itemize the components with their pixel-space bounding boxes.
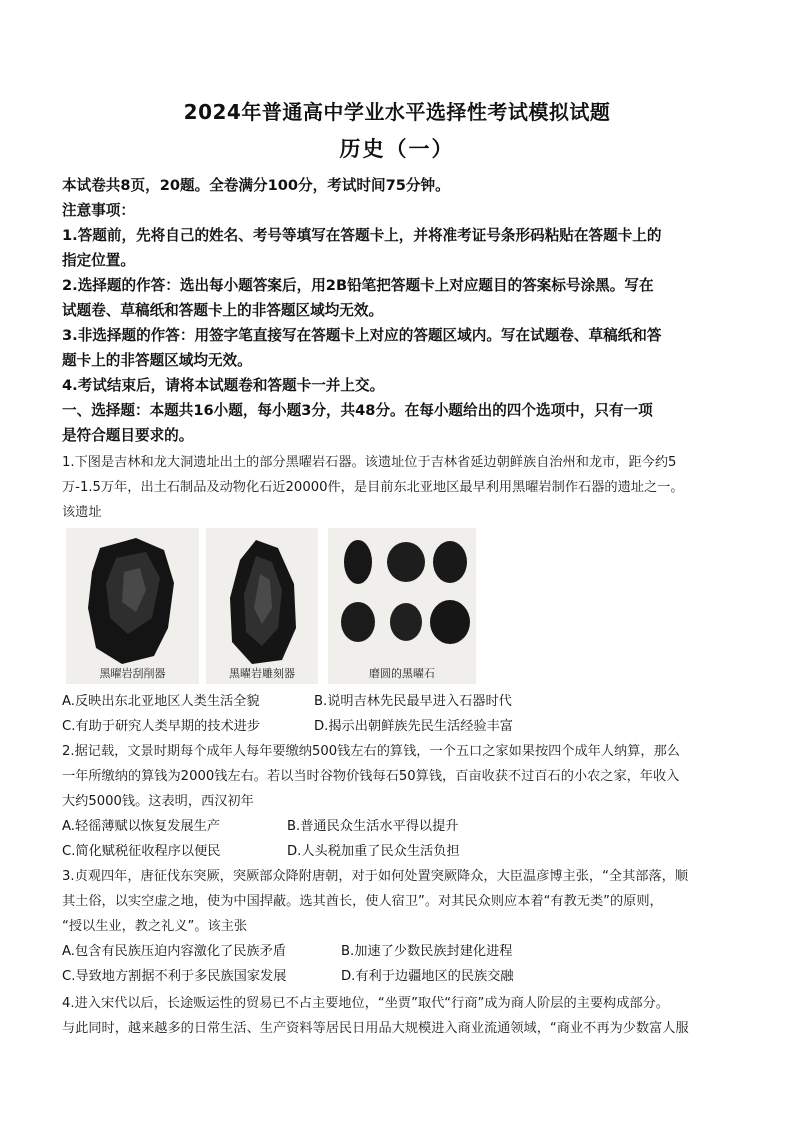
question-4-text: 与此同时，越来越多的日常生活、生产资料等居民日用品大规模进入商业流通领域，“商业不再为少数富人服 bbox=[62, 1021, 689, 1036]
notice-heading: 注意事项： bbox=[62, 202, 135, 219]
question-2-text: 大约5000钱。这表明，西汉初年 bbox=[62, 794, 254, 809]
rounded-obsidian-image bbox=[328, 528, 476, 684]
option-d[interactable]: D.有利于边疆地区的民族交融 bbox=[341, 969, 514, 984]
notice-line: 2.选择题的作答：选出每小题答案后，用2B铅笔把答题卡上对应题目的答案标号涂黑。写在 bbox=[62, 277, 654, 294]
obsidian-scraper-photo bbox=[66, 528, 199, 684]
obsidian-engraver-photo bbox=[206, 528, 318, 684]
option-d[interactable]: D.揭示出朝鲜族先民生活经验丰富 bbox=[314, 719, 513, 734]
option-a[interactable]: A.反映出东北亚地区人类生活全貌 bbox=[62, 694, 260, 709]
question-1-text: 万-1.5万年，出土石制品及动物化石近20000件，是目前东北亚地区最早利用黑曜岩制作石器的遗址之一。 bbox=[62, 480, 684, 495]
section-heading: 是符合题目要求的。 bbox=[62, 427, 194, 444]
question-3-text: 3.贞观四年，唐征伐东突厥，突厥部众降附唐朝，对于如何处置突厥降众，大臣温彦博主张，“全其部落，顺 bbox=[62, 869, 689, 884]
obsidian-engraver-image bbox=[206, 528, 318, 684]
option-b[interactable]: B.加速了少数民族封建化进程 bbox=[341, 944, 513, 959]
option-b[interactable]: B.说明吉林先民最早进入石器时代 bbox=[314, 694, 512, 709]
obsidian-scraper-image bbox=[66, 528, 199, 684]
option-b[interactable]: B.普通民众生活水平得以提升 bbox=[287, 819, 459, 834]
question-2-text: 2.据记载，文景时期每个成年人每年要缴纳500钱左右的算钱，一个五口之家如果按四个成年人纳算，那么 bbox=[62, 744, 680, 759]
notice-line: 1.答题前，先将自己的姓名、考号等填写在答题卡上，并将准考证号条形码粘贴在答题卡上的 bbox=[62, 227, 662, 244]
exam-title: 2024年普通高中学业水平选择性考试模拟试题 bbox=[183, 100, 611, 124]
notice-line: 试题卷、草稿纸和答题卡上的非答题区域均无效。 bbox=[62, 302, 384, 319]
rounded-obsidian-photo bbox=[328, 528, 476, 684]
option-a[interactable]: A.包含有民族压迫内容激化了民族矛盾 bbox=[62, 944, 286, 959]
option-a[interactable]: A.轻徭薄赋以恢复发展生产 bbox=[62, 819, 221, 834]
photo-caption: 磨圆的黑曜石 bbox=[369, 667, 435, 680]
notice-line: 指定位置。 bbox=[62, 252, 135, 269]
option-d[interactable]: D.人头税加重了民众生活负担 bbox=[287, 844, 460, 859]
option-c[interactable]: C.有助于研究人类早期的技术进步 bbox=[62, 719, 261, 734]
exam-summary: 本试卷共8页，20题。全卷满分100分，考试时间75分钟。 bbox=[62, 177, 450, 194]
section-heading: 一、选择题：本题共16小题，每小题3分，共48分。在每小题给出的四个选项中，只有一项 bbox=[62, 402, 653, 419]
option-c[interactable]: C.导致地方割据不利于多民族国家发展 bbox=[62, 969, 287, 984]
photo-caption: 黑曜岩雕刻器 bbox=[229, 667, 295, 680]
question-2-text: 一年所缴纳的算钱为2000钱左右。若以当时谷物价钱每石50算钱，百亩收获不过百石的小农之家，年收入 bbox=[62, 769, 680, 784]
question-1-text: 1.下图是吉林和龙大洞遗址出土的部分黑曜岩石器。该遗址位于吉林省延边朝鲜族自治州和龙市，距今约5 bbox=[62, 455, 677, 470]
exam-subtitle: 历史（一） bbox=[339, 137, 455, 161]
option-c[interactable]: C.简化赋税征收程序以便民 bbox=[62, 844, 221, 859]
question-1-text: 该遗址 bbox=[62, 505, 102, 520]
question-3-text: “授以生业，教之礼义”。该主张 bbox=[62, 919, 248, 934]
question-4-text: 4.进入宋代以后，长途贩运性的贸易已不占主要地位，“坐贾”取代“行商”成为商人阶层的主要构成部分。 bbox=[62, 996, 669, 1011]
question-3-text: 其土俗，以实空虚之地，使为中国捍蔽。选其酋长，使人宿卫”。对其民众则应本着“有教无类”的原则， bbox=[62, 894, 663, 909]
notice-line: 3.非选择题的作答：用签字笔直接写在答题卡上对应的答题区域内。写在试题卷、草稿纸和答 bbox=[62, 327, 662, 344]
notice-line: 题卡上的非答题区域均无效。 bbox=[62, 352, 252, 369]
photo-caption: 黑曜岩刮削器 bbox=[99, 667, 166, 680]
notice-line: 4.考试结束后，请将本试题卷和答题卡一并上交。 bbox=[62, 377, 385, 394]
